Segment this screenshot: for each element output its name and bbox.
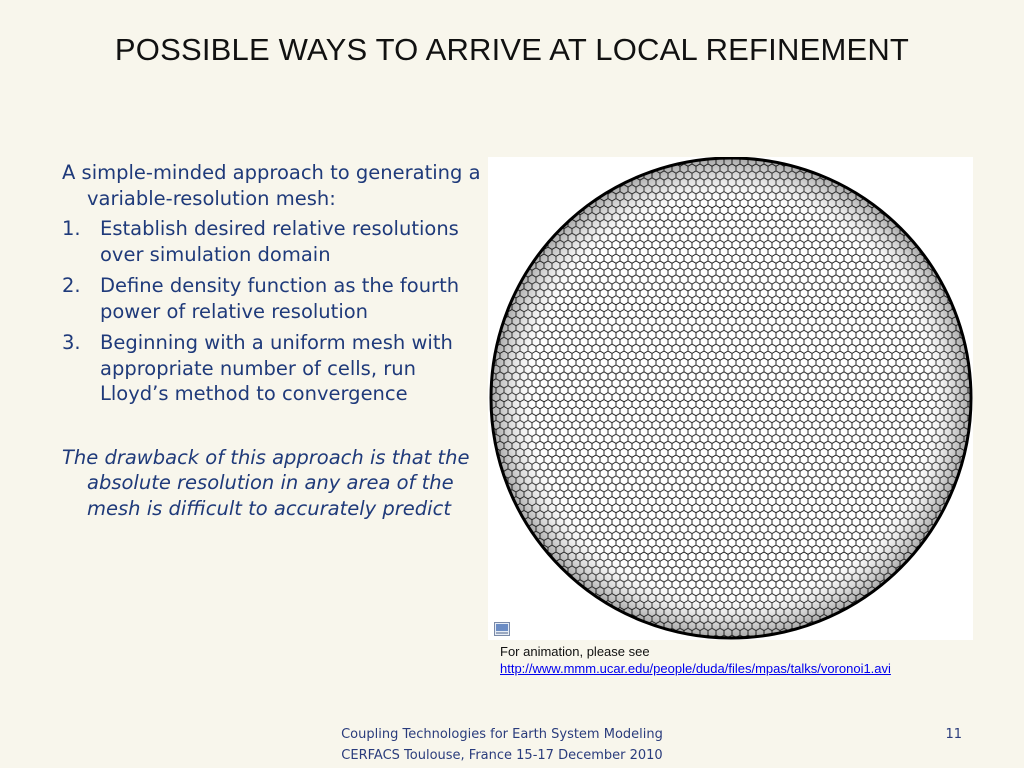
video-file-icon[interactable]	[494, 622, 510, 636]
step-text: Define density function as the fourth power of relative resolution	[100, 274, 460, 323]
step-text: Beginning with a uniform mesh with appropriate number of cells, run Lloyd’s method to convergence	[100, 331, 453, 405]
footer-line-1: Coupling Technologies for Earth System Modeling	[341, 727, 663, 742]
slide-title: POSSIBLE WAYS TO ARRIVE AT LOCAL REFINEMENT	[114, 32, 910, 67]
step-number: 1.	[62, 217, 81, 240]
list-item	[62, 216, 482, 267]
voronoi-mesh-image[interactable]	[488, 157, 973, 640]
step-number: 2.	[62, 274, 81, 297]
page-number: 11	[945, 727, 962, 742]
intro-text: A simple-minded approach to generating a variable-resolution mesh:	[62, 161, 481, 210]
figure-caption	[500, 643, 1020, 677]
caption-text: For animation, please see	[500, 644, 650, 659]
step-text: Establish desired relative resolutions over simulation domain	[100, 217, 459, 266]
drawback-text: The drawback of this approach is that the absolute resolution in any area of the mesh is difficult to accurately predict	[62, 445, 470, 520]
mesh-sphere-graphic	[488, 157, 973, 640]
footer-line-2: CERFACS Toulouse, France 15-17 December 2010	[341, 748, 663, 763]
list-item	[62, 330, 482, 407]
step-number: 3.	[62, 331, 81, 354]
body-text	[62, 160, 482, 521]
list-item	[62, 273, 482, 324]
slide-footer	[0, 724, 1004, 766]
steps-list	[62, 216, 482, 407]
animation-link[interactable]: http://www.mmm.ucar.edu/people/duda/files/mpas/talks/voronoi1.avi	[500, 661, 891, 676]
